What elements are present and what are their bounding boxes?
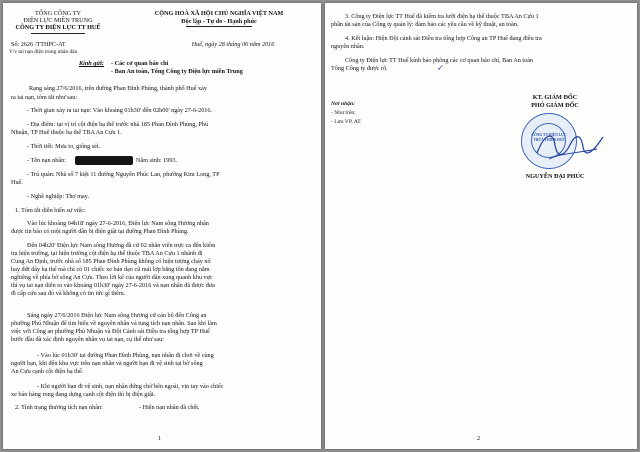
body-line: nghiêng về phía bờ sông An Cựu. Theo lời kể của người dân xung quanh khu vực [11,274,213,281]
document-subject: V/v tai nạn điện trong nhân dân [9,49,78,55]
handwritten-mark: ↙ [437,63,444,72]
body-line: Năm sinh: 1993. [136,157,178,164]
recipient-safety-board: - Ban An toàn, Tổng Công ty Điện lực miền Trung [111,68,243,75]
page-number: 1 [158,435,162,442]
body-line: Đến 04h20' Điện lực Nam sông Hương đã cử 02 nhân viên trực ca đến kiểm [27,242,216,249]
body-line: Nhuận, TP Huế thuộc hạ thế TBA An Cựu 1. [11,129,122,136]
body-line: Huế. [11,179,23,186]
document-number: Số: 2626 /TTHPC-AT [11,41,66,48]
body-line: Sáng ngày 27/6/2016 Điện lực Nam sông Hương cử cán bộ đến Công an [27,312,207,319]
body-line: 4. Kết luận: Hiện Đội cảnh sát Điều tra tổng hợp Công an TP Huế đang điều tra [345,35,542,42]
body-line: - Nghề nghiệp: Thợ may. [27,193,90,200]
body-line: Công ty Điện lực TT Huế kính báo phòng các cơ quan báo chí, Ban An toàn [345,57,534,64]
recipient-item: - Lưu VP, AT. [331,119,362,125]
redacted-name [75,156,133,165]
national-motto: Độc lập - Tự do - Hạnh phúc [181,18,257,25]
recipient-item: - Như trên; [331,110,356,116]
body-line: - Thời tiết: Mưa to, giông sét. [27,143,101,150]
org-parent: TỔNG CÔNG TY [35,10,81,17]
signer-name: NGUYỄN ĐẠI PHÚC [525,173,585,180]
body-line: bước đầu đã xác định nguyên nhân vụ tai nạn, cụ thể như sau: [11,336,164,343]
signature-title-1: KT. GIÁM ĐỐC [532,94,578,101]
body-line: 3. Công ty Điện lực TT Huế đã kiểm tra lưới điện hạ thế thuộc TBA An Cựu 1 [345,13,539,20]
body-line: Tổng Công ty được rõ. [331,65,388,72]
body-line: - Vào lúc 01h30' tại đường Phan Đình Phùng, nạn nhân đi chơi về cùng [37,352,214,359]
body-line: việc với Công an phường Phú Nhuận và Đội Cảnh sát Điều tra tổng hợp TP Huế [11,328,210,335]
body-line: - Thời gian xảy ra tai nạn: Vào khoảng 01h30' đến 02h00' ngày 27-6-2016. [27,107,213,114]
seal-text: CÔNG TY ĐIỆN LỰC THỪA THIÊN HUẾ [531,133,567,142]
org-company: CÔNG TY ĐIỆN LỰC TT HUẾ [15,24,101,31]
body-line: ra tai nạn, tóm tắt như sau: [11,94,78,101]
body-line: - Địa điểm: tại vị trí cột điện hạ thế trước nhà 185 Phan Đình Phùng, Phú [27,121,209,128]
body-line: nguyên nhân. [331,43,365,50]
body-line: hay đứt dây hạ thế mà chỉ có 01 chiếc xe bán dạo cũ mái lợp bằng tôn đang nằm [11,266,210,273]
body-line: Rạng sáng 27/6/2016, trên đường Phan Đình Phùng, thành phố Huế xảy [29,85,207,92]
body-line: Cung An Định, trước nhà số 185 Phan Đình Phùng không có hiện tượng cháy nổ [11,258,211,265]
header-underline-left [31,33,85,34]
body-line: Vào lúc khoảng 04h18' ngày 27-6-2016, Điện lực Nam sông Hương nhận [27,220,209,227]
section-heading: 2. Tình trạng thương tích nạn nhân: [15,404,103,411]
body-line: người bạn, khi đến khu vực trên nạn nhân và người bạn đi vệ sinh tại bờ sông [11,360,203,367]
recipient-label: Kính gửi: [79,60,104,67]
signature-title-2: PHÓ GIÁM ĐỐC [531,102,579,109]
body-line: - Khi người bạn đi vệ sinh, nạn nhân đứng chờ bên ngoài, vịn tay vào chiếc [37,383,224,390]
page-number: 2 [477,435,481,442]
document-page-1 [3,3,321,449]
national-title: CỘNG HOÀ XÃ HỘI CHỦ NGHĨA VIỆT NAM [154,10,284,17]
body-line: thì vụ tai nạn diễn ra vào khoảng 01h30' ngày 27-6-2016 và nạn nhân đã được đưa [11,282,215,289]
handwritten-signature [531,123,611,169]
recipients-label: Nơi nhận: [331,101,355,107]
body-line: phường Phú Nhuận để tìm hiểu về nguyên nhân và tung tích nạn nhân. Sau khi làm [11,320,217,327]
body-line: An Cựu cạnh cột điện hạ thế. [11,368,84,375]
section-heading: 1. Tóm tắt diễn biến sự việc: [15,207,86,214]
body-line: - Hiện nạn nhân đã chết. [139,404,200,411]
body-line: đi cấp cứu sau đó và không có tin tức gì thêm. [11,290,126,297]
victim-name-label: - Tên nạn nhân: [27,157,66,164]
header-underline-right [186,26,252,27]
recipient-press: - Các cơ quan báo chí [111,60,169,67]
body-line: được tin báo có một người dân bị điện giật tại đường Phan Đình Phùng. [11,228,189,235]
org-region: ĐIỆN LỰC MIỀN TRUNG [23,17,93,24]
body-line: xe bán hàng rong đang dựng cạnh cột điện thì bị điện giật. [11,391,156,398]
body-line: tra hiện trường, tại hiện trường cột điện hạ thế thuộc TBA An Cựu 1 nhánh đi [11,250,203,257]
document-date: Huế, ngày 28 tháng 06 năm 2016 [191,41,275,48]
body-line: - Trú quán: Nhà số 7 kiệt 11 đường Nguyễn Phúc Lan, phường Kim Long, TP [27,171,220,178]
body-line: phần tài sản của Công ty quản lý: đảm bảo các yêu cầu về kỹ thuật, an toàn. [331,21,519,28]
document-page-2 [325,3,637,449]
